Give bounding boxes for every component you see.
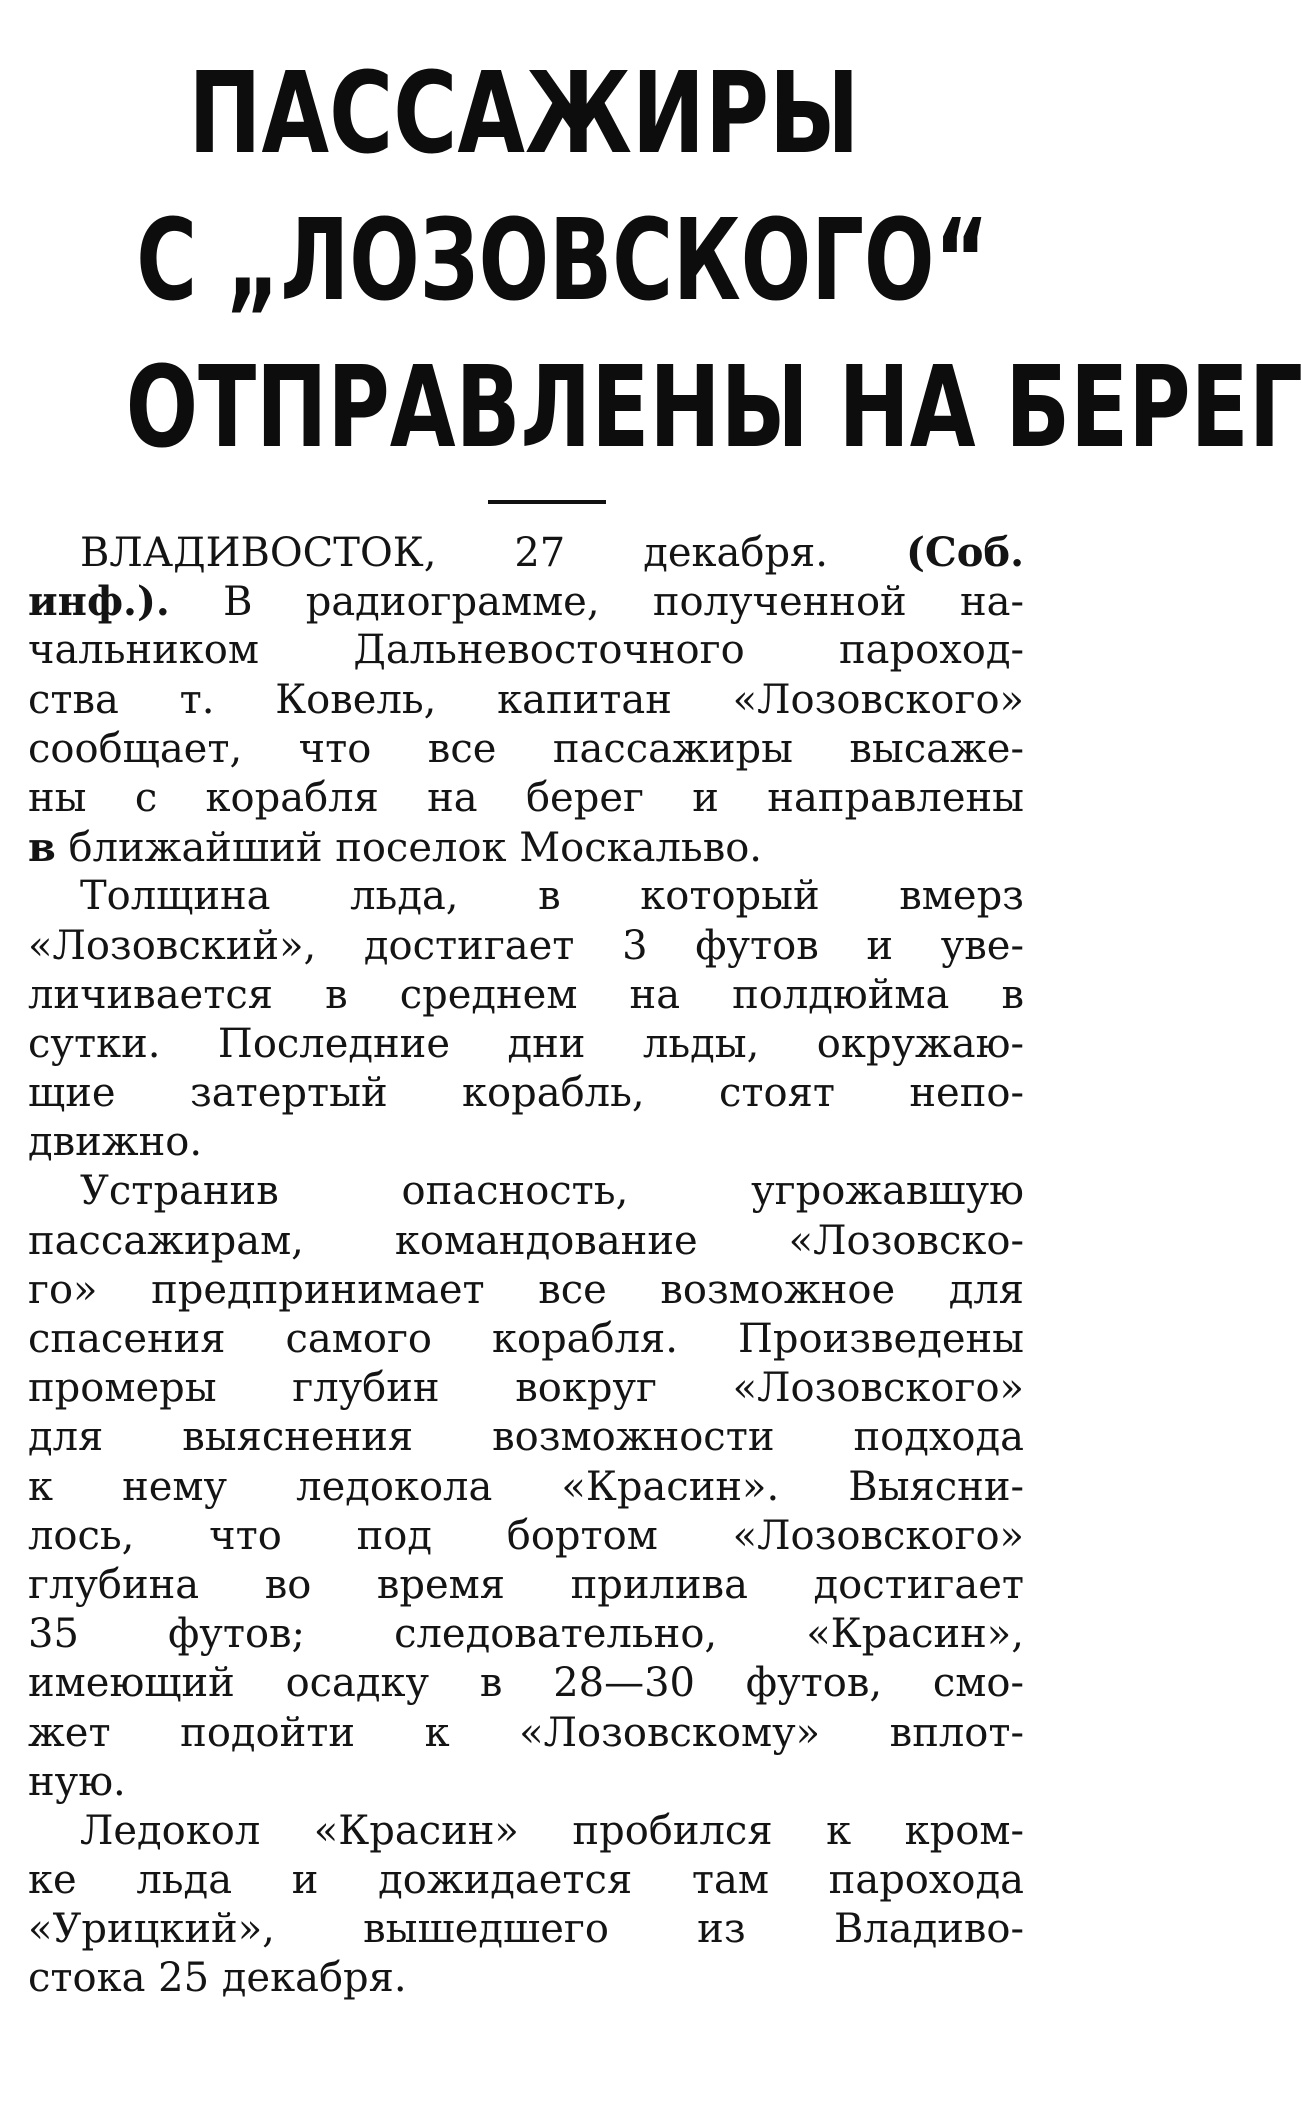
line-text: ны с корабля на берег и направлены [28,774,1024,821]
line-text: 35 футов; следовательно, «Красин», [28,1611,1024,1658]
article-line [28,1758,1024,1807]
article-line [28,1905,1024,1954]
line-text: для выяснения возможности подхода [28,1414,1024,1461]
line-text: глубина во время прилива достигает [28,1561,1024,1608]
line-text: Ледокол «Красин» пробился к кром- [80,1807,1024,1854]
line-text: ную. [28,1758,126,1805]
article-line [28,1364,1024,1413]
line-text: жет подойти к «Лозовскому» вплот- [28,1709,1024,1756]
line-text: лось, что под бортом «Лозовского» [28,1512,1024,1559]
line-text: стока 25 декабря. [28,1955,407,2002]
article-line [28,1463,1024,1512]
article-line [28,528,1024,577]
article-line [28,1266,1024,1315]
article-body [28,528,1024,2004]
line-text: имеющий осадку в 28—30 футов, смо- [28,1660,1024,1707]
article-line [28,1856,1024,1905]
bold-text: в [28,824,56,872]
line-text: ке льда и дожидается там парохода [28,1857,1024,1904]
line-text: «Лозовский», достигает 3 футов и уве- [28,922,1024,969]
article-line [28,1413,1024,1462]
headline-line-1: ПАССАЖИРЫ [188,49,860,179]
article-line [28,1167,1024,1216]
line-text: го» предпринимает все возможное для [28,1266,1024,1313]
article-line [28,1217,1024,1266]
line-text: спасения самого корабля. Произведены [28,1316,1024,1362]
line-text: Устранив опасность, угрожавшую [80,1168,1024,1215]
article-line [28,1659,1024,1708]
article-line [28,1807,1024,1856]
article-line [28,971,1024,1020]
line-text: пассажирам, командование «Лозовско- [28,1217,1024,1264]
line-text: «Урицкий», вышедшего из Владиво- [28,1906,1024,1953]
article-line [28,626,1024,675]
article-line [28,1118,1024,1167]
headline-line-2: С „ЛОЗОВСКОГО“ [136,196,989,326]
headline-line-3: ОТПРАВЛЕНЫ НА БЕРЕГ [125,343,1303,473]
article-line [28,1954,1024,2003]
line-text: сообщает, что все пассажиры высаже- [28,725,1024,772]
article-line [28,1069,1024,1118]
line-text: личивается в среднем на полдюйма в [28,971,1024,1018]
line-text: В радиограмме, полученной на- [169,579,1024,626]
line-text: движно. [28,1119,203,1166]
line-text: промеры глубин вокруг «Лозовского» [28,1365,1024,1412]
article-line [28,1709,1024,1758]
line-text: чальником Дальневосточного пароход- [28,627,1024,674]
article-line [28,872,1024,921]
article-line [28,725,1024,774]
article-line [28,577,1024,626]
article-line [28,1315,1024,1364]
line-text: к нему ледокола «Красин». Выясни- [28,1463,1024,1510]
line-text: щие затертый корабль, стоят непо- [28,1070,1024,1117]
article-line [28,823,1024,872]
line-text: Толщина льда, в который вмерз [80,873,1024,920]
article-line [28,1561,1024,1610]
line-text: сутки. Последние дни льды, окружаю- [28,1020,1024,1067]
line-text: ближайший поселок Москальво. [55,825,763,872]
article-line [28,676,1024,725]
bold-text: (Соб. [905,529,1024,576]
bold-text: инф.). [28,578,170,626]
line-text: ВЛАДИВОСТОК, 27 декабря. [80,530,906,576]
line-text: ства т. Ковель, капитан «Лозовского» [28,676,1024,723]
article-line [28,1512,1024,1561]
article-line [28,1020,1024,1069]
article-line [28,922,1024,971]
article-line [28,1610,1024,1659]
article-line [28,774,1024,823]
separator-rule [488,500,606,504]
